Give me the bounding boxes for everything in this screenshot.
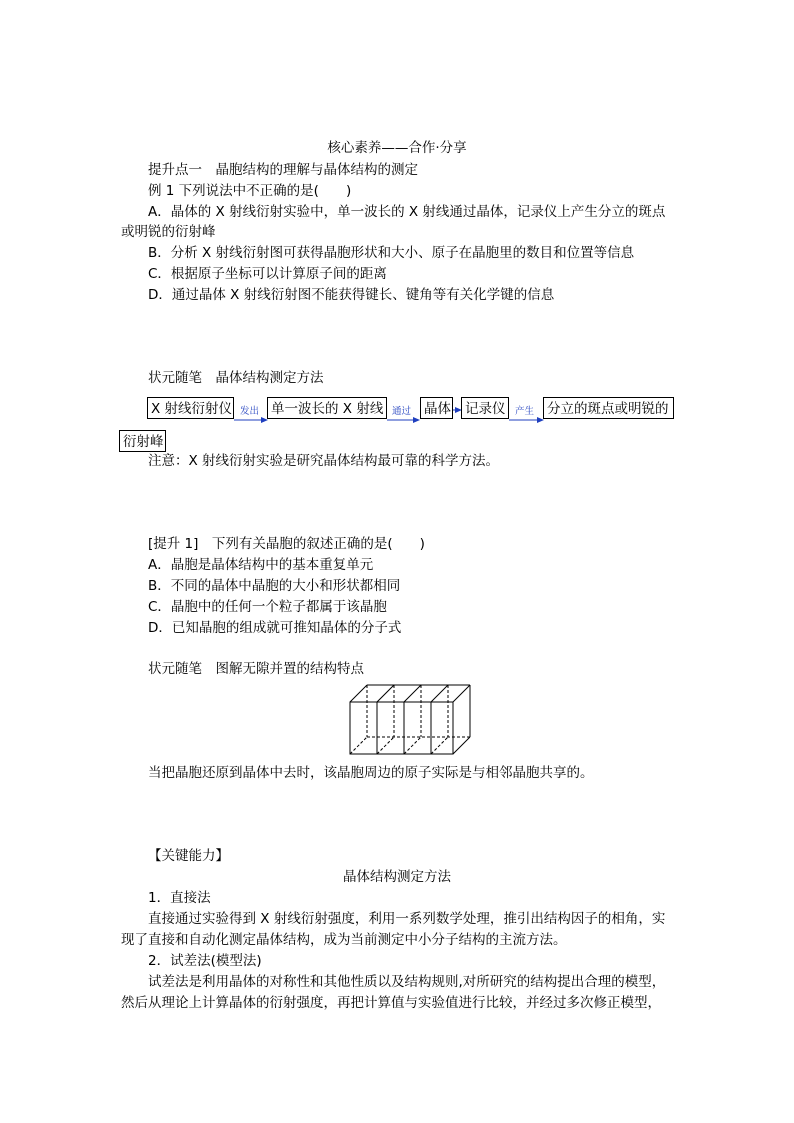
unit-cell-figure bbox=[345, 682, 475, 758]
option-a-continued: 或明锐的衍射峰 bbox=[121, 224, 216, 240]
example-question: 例 1 下列说法中不正确的是( ) bbox=[148, 183, 352, 199]
flow-box-instrument: X 射线衍射仪 bbox=[147, 397, 234, 419]
attention-note: 注意：X 射线衍射实验是研究晶体结构最可靠的科学方法。 bbox=[148, 453, 500, 469]
practice-option-d: D．已知晶胞的组成就可推知晶体的分子式 bbox=[148, 620, 402, 636]
note-heading: 状元随笔 晶体结构测定方法 bbox=[148, 370, 324, 386]
method-2-text: 试差法是利用晶体的对称性和其他性质以及结构规则,对所研究的结构提出合理的模型， bbox=[148, 974, 666, 990]
option-a: A．晶体的 X 射线衍射实验中，单一波长的 X 射线通过晶体，记录仪上产生分立的斑点 bbox=[148, 204, 666, 220]
figure-caption: 当把晶胞还原到晶体中去时，该晶胞周边的原子实际是与相邻晶胞共享的。 bbox=[148, 765, 594, 781]
method-1-text: 直接通过实验得到 X 射线衍射强度，利用一系列数学处理，推引出结构因子的相角，实 bbox=[148, 911, 666, 927]
practice-option-b: B．不同的晶体中晶胞的大小和形状都相同 bbox=[148, 578, 401, 594]
flow-box-recorder: 记录仪 bbox=[461, 397, 509, 419]
page-title: 核心素养——合作·分享 bbox=[327, 140, 467, 156]
option-b: B．分析 X 射线衍射图可获得晶胞形状和大小、原子在晶胞里的数目和位置等信息 bbox=[148, 245, 635, 261]
flow-box-peak: 衍射峰 bbox=[119, 430, 166, 452]
method-2-title: 2．试差法(模型法) bbox=[148, 953, 262, 969]
option-d: D．通过晶体 X 射线衍射图不能获得键长、键角等有关化学键的信息 bbox=[148, 287, 555, 303]
practice-option-a: A．晶胞是晶体结构中的基本重复单元 bbox=[148, 557, 374, 573]
method-2-text-continued: 然后从理论上计算晶体的衍射强度，再把计算值与实验值进行比较，并经过多次修正模型， bbox=[121, 995, 661, 1011]
option-c: C．根据原子坐标可以计算原子间的距离 bbox=[148, 266, 387, 282]
flow-box-spots: 分立的斑点或明锐的 bbox=[543, 397, 674, 419]
practice-question: [提升 1] 下列有关晶胞的叙述正确的是( ) bbox=[148, 536, 425, 552]
practice-option-c: C．晶胞中的任何一个粒子都属于该晶胞 bbox=[148, 599, 387, 615]
method-1-text-continued: 现了直接和自动化测定晶体结构，成为当前测定中小分子结构的主流方法。 bbox=[121, 932, 567, 948]
key-subtitle: 晶体结构测定方法 bbox=[343, 869, 451, 885]
flow-box-xray: 单一波长的 X 射线 bbox=[267, 397, 387, 419]
note2-heading: 状元随笔 图解无隙并置的结构特点 bbox=[148, 661, 364, 677]
flow-box-crystal: 晶体 bbox=[420, 397, 453, 419]
method-1-title: 1．直接法 bbox=[148, 890, 211, 906]
section-heading: 提升点一 晶胞结构的理解与晶体结构的测定 bbox=[148, 162, 418, 178]
flow-label-emit: 发出 bbox=[240, 406, 260, 417]
flow-arrows bbox=[0, 0, 794, 460]
flow-label-produce: 产生 bbox=[515, 406, 535, 417]
key-ability-label: 【关键能力】 bbox=[148, 848, 229, 864]
flow-label-through: 通过 bbox=[392, 406, 412, 417]
